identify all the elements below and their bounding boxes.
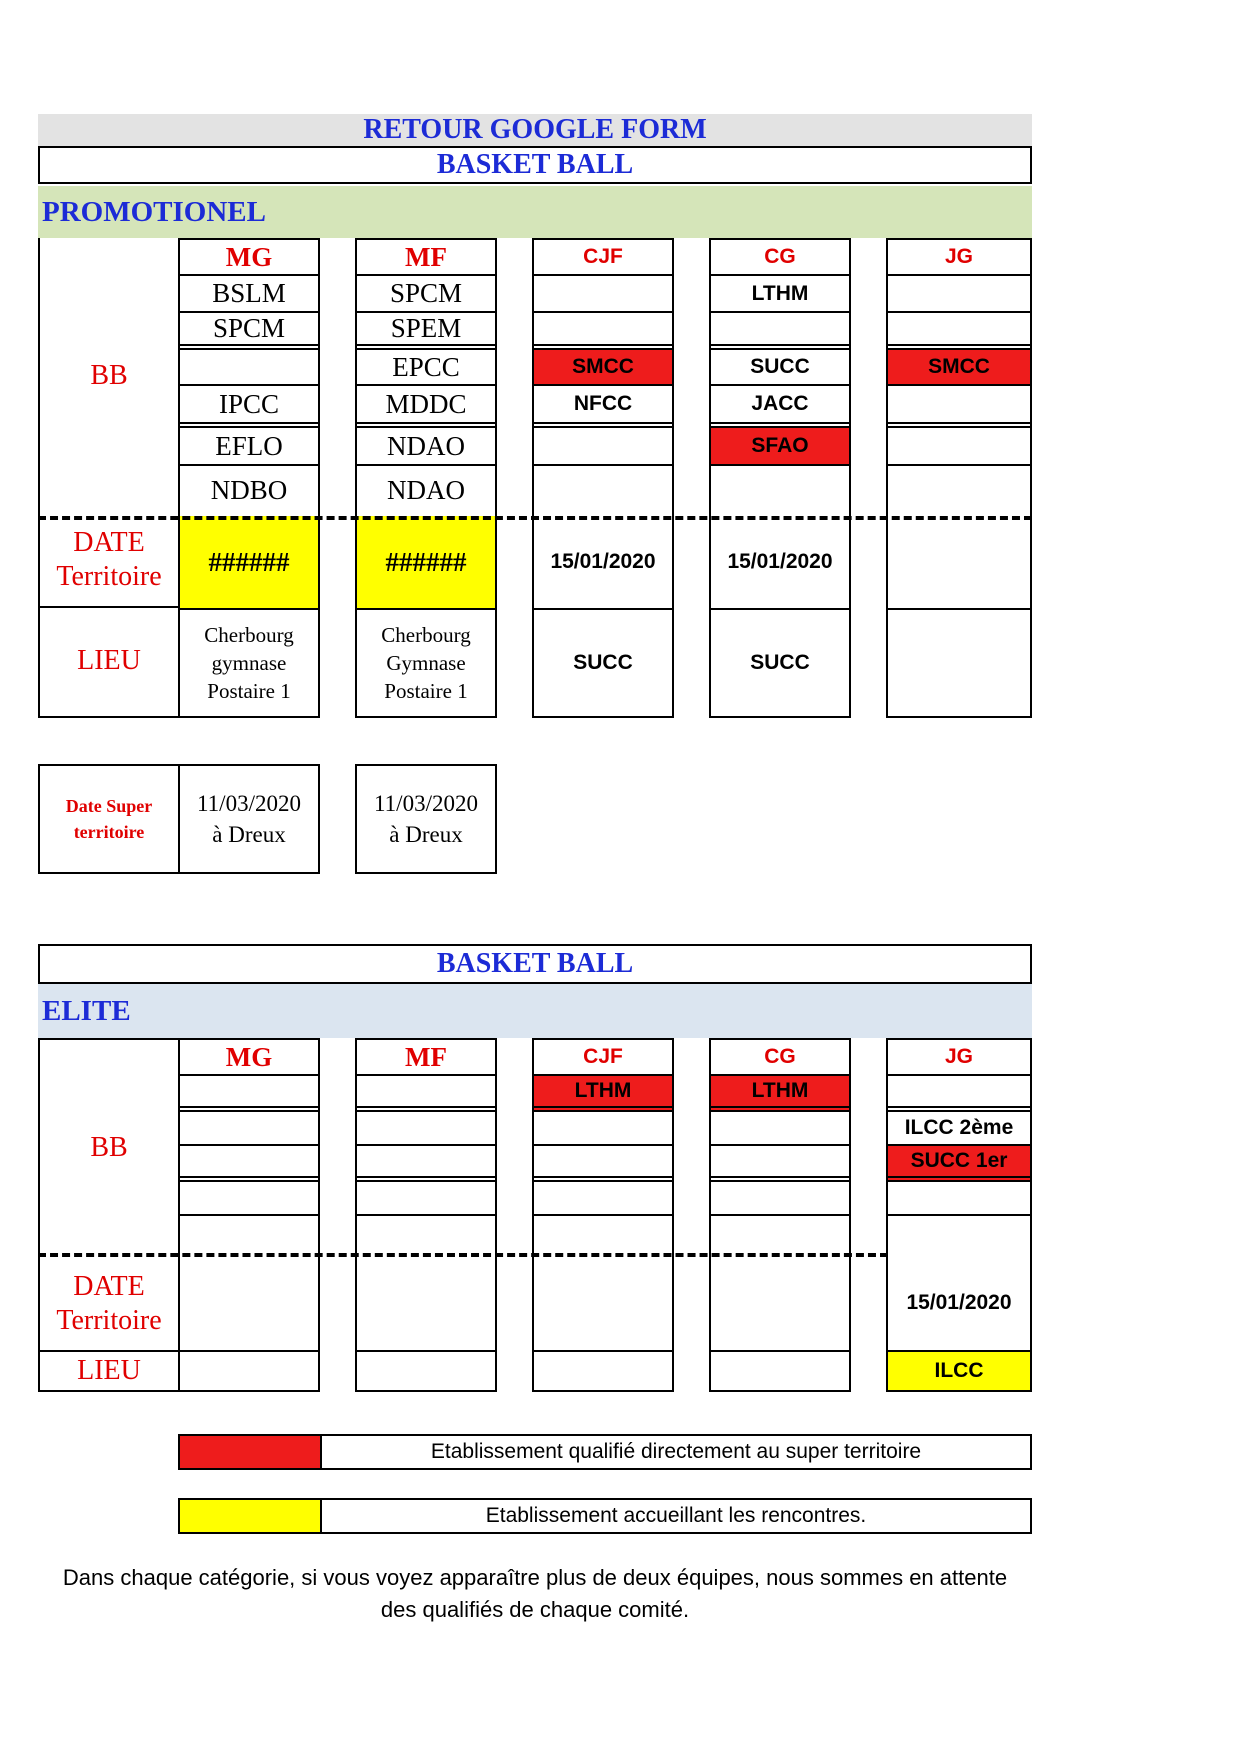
team-cell bbox=[711, 1216, 849, 1256]
team-cell bbox=[357, 1076, 495, 1112]
column-header-mf: MF bbox=[357, 240, 495, 276]
team-cell bbox=[534, 466, 672, 514]
date-cell: 15/01/2020 bbox=[711, 516, 849, 610]
column-header-cjf: CJF bbox=[534, 240, 672, 276]
team-cell: EFLO bbox=[180, 428, 318, 466]
team-cell: SPCM bbox=[180, 313, 318, 350]
elite-column-jg bbox=[886, 1038, 1032, 1392]
team-cell bbox=[534, 313, 672, 350]
promo-column-mg bbox=[178, 238, 320, 718]
elite-sport-title-bar bbox=[38, 944, 1032, 984]
team-cell bbox=[888, 276, 1030, 313]
team-cell bbox=[180, 1182, 318, 1216]
date-cell: ###### bbox=[180, 516, 318, 610]
elite-column-mf bbox=[355, 1038, 497, 1392]
super-territoire-label-box: Date Super territoire bbox=[38, 764, 180, 874]
team-cell: JACC bbox=[711, 386, 849, 428]
team-cell: SPEM bbox=[357, 313, 495, 350]
team-cell: NFCC bbox=[534, 386, 672, 428]
team-cell: SPCM bbox=[357, 276, 495, 313]
team-cell: LTHM bbox=[534, 1076, 672, 1112]
team-cell: SUCC 1er bbox=[888, 1146, 1030, 1182]
elite-column-cg bbox=[709, 1038, 851, 1392]
team-cell: MDDC bbox=[357, 386, 495, 428]
lieu-cell: Cherbourg gymnase Postaire 1 bbox=[204, 623, 294, 703]
row-label-bb: BB bbox=[90, 1132, 128, 1163]
lieu-cell: Cherbourg Gymnase Postaire 1 bbox=[381, 623, 471, 703]
promo-label-column bbox=[38, 238, 180, 718]
column-header-mg: MG bbox=[180, 1040, 318, 1076]
team-cell bbox=[534, 1216, 672, 1256]
column-header-mf: MF bbox=[357, 1040, 495, 1076]
team-cell bbox=[711, 313, 849, 350]
row-label-date: DATE Territoire bbox=[56, 1271, 162, 1336]
sport-title: BASKET BALL bbox=[436, 149, 634, 180]
super-territoire-mg: 11/03/2020 à Dreux bbox=[178, 764, 320, 874]
lieu-cell bbox=[711, 1352, 849, 1390]
legend-red-swatch bbox=[180, 1436, 322, 1468]
legend-red-text: Etablissement qualifié directement au super territoire bbox=[430, 1440, 922, 1463]
team-cell: NDAO bbox=[357, 428, 495, 466]
team-cell: NDBO bbox=[210, 474, 288, 505]
team-cell: NDAO bbox=[387, 474, 465, 505]
date-cell: ###### bbox=[357, 516, 495, 610]
date-cell bbox=[711, 1256, 849, 1352]
column-header-cg: CG bbox=[711, 240, 849, 276]
date-cell bbox=[357, 1256, 495, 1352]
footnote bbox=[20, 1562, 1050, 1626]
lieu-cell: SUCC bbox=[573, 651, 633, 674]
section-elite bbox=[38, 984, 1032, 1038]
team-cell bbox=[357, 1182, 495, 1216]
elite-label-column bbox=[38, 1038, 180, 1392]
column-header-cjf: CJF bbox=[534, 1040, 672, 1076]
team-cell bbox=[357, 1112, 495, 1146]
form-title: RETOUR GOOGLE FORM bbox=[363, 114, 707, 145]
team-cell bbox=[888, 1076, 1030, 1112]
team-cell bbox=[711, 466, 849, 514]
dashed-separator bbox=[38, 516, 1032, 520]
lieu-cell bbox=[357, 1352, 495, 1390]
team-cell bbox=[534, 428, 672, 466]
date-cell bbox=[534, 1256, 672, 1352]
promo-column-jg bbox=[886, 238, 1032, 718]
team-cell bbox=[534, 276, 672, 313]
team-cell: IPCC bbox=[180, 386, 318, 428]
team-cell: SFAO bbox=[711, 428, 849, 466]
team-cell bbox=[534, 1112, 672, 1146]
footnote-line-2: des qualifiés de chaque comité. bbox=[380, 1597, 690, 1622]
lieu-cell bbox=[888, 610, 1030, 716]
date-cell: 15/01/2020 bbox=[534, 516, 672, 610]
elite-column-mg bbox=[178, 1038, 320, 1392]
legend-yellow-swatch bbox=[180, 1500, 322, 1532]
promo-column-cg bbox=[709, 238, 851, 718]
column-header-jg: JG bbox=[888, 240, 1030, 276]
section-label: PROMOTIONEL bbox=[42, 195, 266, 228]
team-cell: LTHM bbox=[711, 1076, 849, 1112]
section-promotionel bbox=[38, 186, 1032, 238]
lieu-cell bbox=[180, 1352, 318, 1390]
team-cell bbox=[711, 1182, 849, 1216]
team-cell bbox=[888, 1182, 1030, 1216]
promo-column-mf bbox=[355, 238, 497, 718]
team-cell bbox=[534, 1146, 672, 1182]
footnote-line-1: Dans chaque catégorie, si vous voyez apparaître plus de deux équipes, nous sommes en attente bbox=[62, 1565, 1008, 1590]
legend-yellow-text: Etablissement accueillant les rencontres. bbox=[485, 1504, 867, 1527]
super-territoire-mf: 11/03/2020 à Dreux bbox=[355, 764, 497, 874]
team-cell: LTHM bbox=[711, 276, 849, 313]
team-cell bbox=[180, 1112, 318, 1146]
team-cell bbox=[888, 386, 1030, 428]
lieu-cell: ILCC bbox=[888, 1352, 1030, 1390]
team-cell bbox=[180, 1216, 318, 1256]
team-cell bbox=[888, 466, 1030, 514]
team-cell bbox=[711, 1146, 849, 1182]
team-cell bbox=[357, 1146, 495, 1182]
lieu-cell bbox=[534, 1352, 672, 1390]
team-cell bbox=[888, 313, 1030, 350]
column-header-cg: CG bbox=[711, 1040, 849, 1076]
team-cell: SMCC bbox=[888, 350, 1030, 386]
team-cell: SMCC bbox=[534, 350, 672, 386]
date-cell: 15/01/2020 bbox=[888, 1256, 1030, 1352]
team-cell: SUCC bbox=[711, 350, 849, 386]
legend-yellow-row bbox=[178, 1498, 1032, 1534]
form-title-bar bbox=[38, 114, 1032, 146]
row-label-lieu: LIEU bbox=[77, 645, 141, 676]
team-cell bbox=[888, 1216, 1030, 1256]
sport-title-bar bbox=[38, 146, 1032, 184]
team-cell bbox=[180, 1076, 318, 1112]
promo-column-cjf bbox=[532, 238, 674, 718]
team-cell bbox=[180, 1146, 318, 1182]
team-cell: BSLM bbox=[180, 276, 318, 313]
elite-column-cjf bbox=[532, 1038, 674, 1392]
team-cell bbox=[888, 428, 1030, 466]
team-cell bbox=[180, 350, 318, 386]
row-label-date: DATE Territoire bbox=[56, 527, 162, 592]
team-cell: EPCC bbox=[357, 350, 495, 386]
dashed-separator bbox=[38, 1253, 888, 1257]
date-cell bbox=[888, 516, 1030, 610]
team-cell bbox=[534, 1182, 672, 1216]
column-header-jg: JG bbox=[888, 1040, 1030, 1076]
team-cell bbox=[357, 1216, 495, 1256]
elite-sport-title: BASKET BALL bbox=[436, 948, 634, 979]
column-header-mg: MG bbox=[180, 240, 318, 276]
lieu-cell: SUCC bbox=[750, 651, 810, 674]
row-label-bb: BB bbox=[90, 360, 128, 391]
legend-red-row bbox=[178, 1434, 1032, 1470]
row-label-lieu: LIEU bbox=[77, 1355, 141, 1386]
team-cell: ILCC 2ème bbox=[888, 1112, 1030, 1146]
team-cell bbox=[711, 1112, 849, 1146]
section-label: ELITE bbox=[42, 994, 131, 1027]
date-cell bbox=[180, 1256, 318, 1352]
